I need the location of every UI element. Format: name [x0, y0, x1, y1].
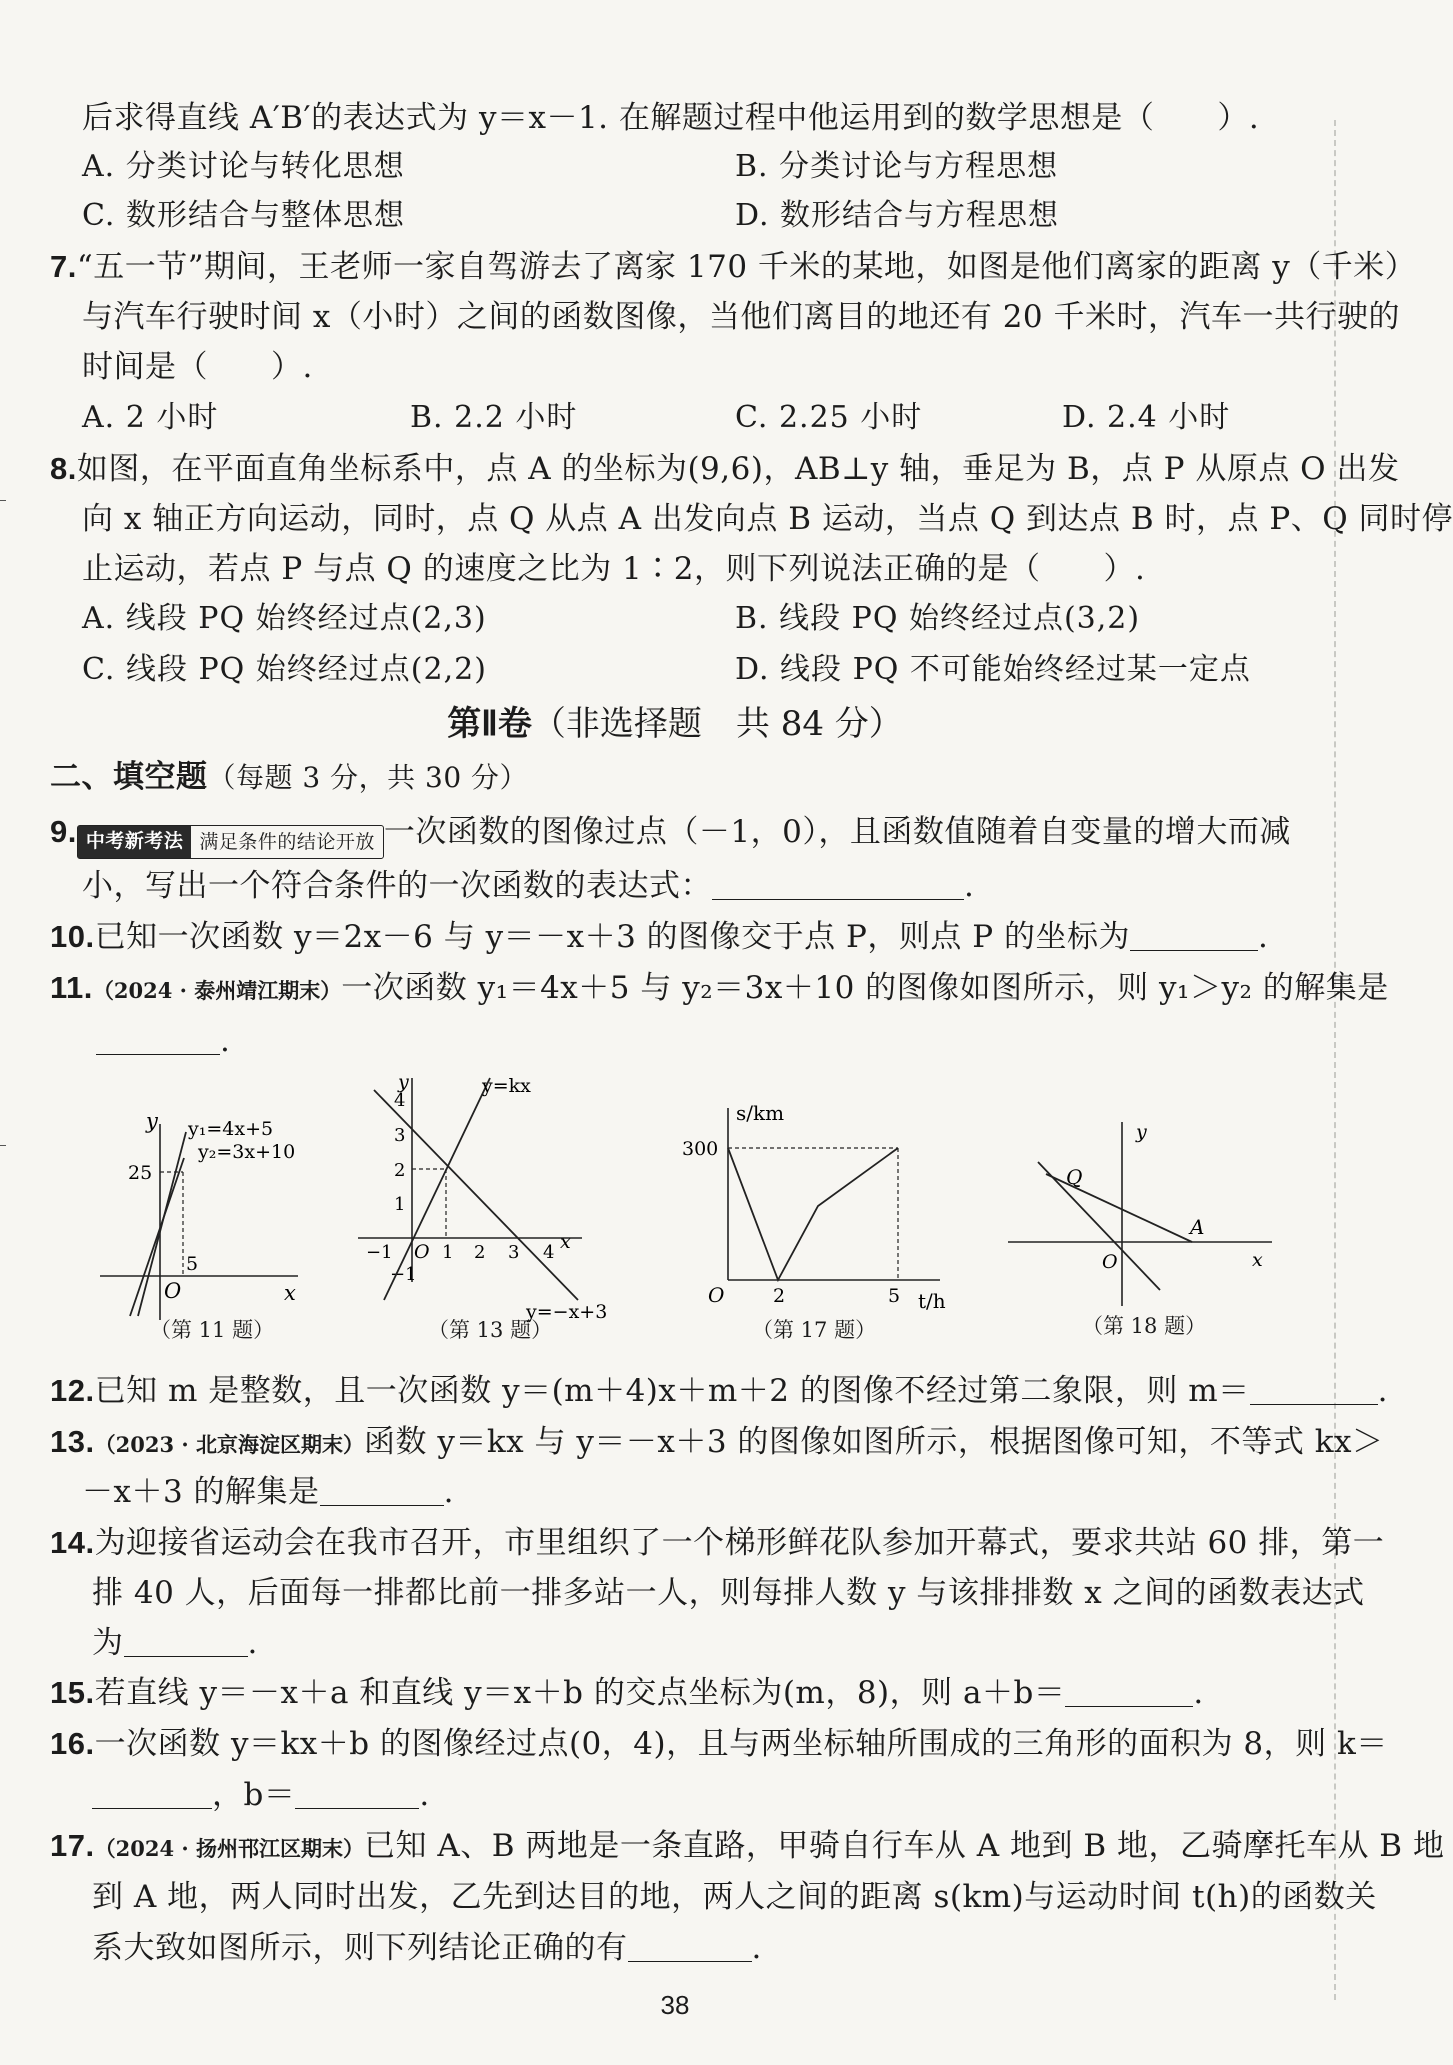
q14-number: 14. — [50, 1525, 95, 1560]
q8-option-c: C. 线段 PQ 始终经过点(2,2) — [82, 652, 487, 687]
q11-source: （2024 · 泰州靖江期末） — [92, 978, 342, 1003]
label-a: A — [1190, 1215, 1205, 1239]
line-y-kx — [384, 1078, 490, 1300]
figure-13 — [350, 1068, 630, 1330]
q8-text-1: 如图，在平面直角坐标系中，点 A 的坐标为(9,6)，AB⊥y 轴，垂足为 B，点 P 从原点 O 出发 — [76, 451, 1400, 487]
section-2-subtitle: （每题 3 分，共 30 分） — [207, 761, 529, 794]
section-2-title: 二、填空题 — [50, 759, 208, 794]
x-axis-label: x — [1252, 1249, 1263, 1271]
q16-k-blank[interactable] — [92, 1778, 212, 1809]
q14-text-3: 为 — [92, 1625, 124, 1661]
q17-number: 17. — [50, 1828, 95, 1863]
q16-line-1 — [50, 1724, 1388, 1764]
tick-5: 5 — [888, 1285, 901, 1307]
t-axis-label: t/h — [918, 1289, 946, 1313]
origin-label: O — [708, 1283, 725, 1307]
part-2-label: 第Ⅱ卷 — [447, 705, 532, 743]
q12-line: 12.已知 m 是整数，且一次函数 y＝(m＋4)x＋m＋2 的图像不经过第二象限，则 m＝ . — [50, 1373, 1388, 1409]
right-margin-rule — [1334, 120, 1338, 2000]
y-tick-3: 3 — [394, 1125, 406, 1146]
label-neg-x-plus-3: y=−x+3 — [526, 1301, 608, 1323]
q6-option-d: D. 数形结合与方程思想 — [735, 198, 1060, 233]
y-tick-4: 4 — [394, 1090, 406, 1111]
s-axis-label: s/km — [736, 1101, 785, 1125]
q13-answer-blank[interactable] — [320, 1475, 444, 1506]
q9-text-2: 小，写出一个符合条件的一次函数的表达式： — [82, 868, 712, 904]
q17-line-2: 到 A 地，两人同时出发，乙先到达目的地，两人之间的距离 s(km)与运动时间 t(h)的函数关 — [92, 1879, 1377, 1915]
q17-text-3: 系大致如图所示，则下列结论正确的有 — [92, 1930, 628, 1966]
q6-option-c: C. 数形结合与整体思想 — [82, 198, 405, 233]
figure-17 — [672, 1090, 962, 1326]
q8-line-1 — [50, 449, 1399, 489]
q10-text: 已知一次函数 y＝2x－6 与 y＝－x＋3 的图像交于点 P，则点 P 的坐标为 — [94, 919, 1130, 955]
q12-answer-blank[interactable] — [1250, 1374, 1378, 1405]
x-tick-2: 2 — [474, 1242, 486, 1263]
q11-line-1 — [50, 968, 1389, 1011]
label-kx: y=kx — [482, 1075, 531, 1097]
q7-line-1 — [50, 247, 1416, 287]
q16-b-blank[interactable] — [295, 1778, 419, 1809]
q7-line-3: 时间是（ ）. — [82, 349, 313, 385]
tick-5: 5 — [186, 1253, 199, 1275]
q17-line-3: 系大致如图所示，则下列结论正确的有 . — [92, 1930, 762, 1966]
q9-line-1 — [50, 812, 1291, 859]
part-2-subtitle: （非选择题 共 84 分） — [531, 704, 903, 744]
figure-13-graph — [350, 1068, 630, 1330]
q6-option-a: A. 分类讨论与转化思想 — [82, 149, 405, 184]
line-through-origin — [1038, 1162, 1160, 1290]
q15-number: 15. — [50, 1675, 95, 1710]
q10-line: 10.已知一次函数 y＝2x－6 与 y＝－x＋3 的图像交于点 P，则点 P 的坐标为 . — [50, 919, 1269, 955]
y-axis-label: y — [398, 1071, 409, 1093]
y-axis-label: y — [1136, 1121, 1147, 1143]
origin-label: O — [164, 1279, 182, 1303]
q8-number: 8. — [50, 451, 77, 486]
q16-text-b: ，b＝ — [212, 1777, 296, 1813]
q14-answer-blank[interactable] — [124, 1626, 248, 1657]
q9-answer-blank[interactable] — [712, 869, 964, 900]
figure-18 — [1000, 1110, 1290, 1310]
q17-text-1: 已知 A、B 两地是一条直路，甲骑自行车从 A 地到 B 地，乙骑摩托车从 B 地 — [364, 1828, 1445, 1864]
q13-number: 13. — [50, 1424, 95, 1459]
y-tick-neg1: −1 — [390, 1264, 417, 1285]
tick-2: 2 — [773, 1285, 786, 1307]
q14-line-2: 排 40 人，后面每一排都比前一排多站一人，则每排人数 y 与该排排数 x 之间的函数表达式 — [92, 1575, 1365, 1611]
y-tick-1: 1 — [394, 1194, 406, 1215]
tick-25: 25 — [128, 1162, 153, 1184]
q7-number: 7. — [50, 249, 77, 284]
q9-text-1: 一次函数的图像过点（－1，0），且函数值随着自变量的增大而减 — [383, 814, 1291, 850]
figure-11-graph — [88, 1098, 308, 1336]
q6-tail: 后求得直线 A′B′的表达式为 y＝x－1. 在解题过程中他运用到的数学思想是（ ）. — [82, 100, 1260, 136]
figure-17-graph — [672, 1090, 962, 1326]
q15-text: 若直线 y＝－x＋a 和直线 y＝x＋b 的交点坐标为(m，8)，则 a＋b＝ — [94, 1675, 1066, 1711]
x-tick-4: 4 — [543, 1242, 555, 1263]
figure-17-caption: （第 17 题） — [752, 1318, 877, 1342]
q8-line-3: 止运动，若点 P 与点 Q 的速度之比为 1∶2，则下列说法正确的是（ ）. — [82, 551, 1146, 587]
q7-text-1: “五一节”期间，王老师一家自驾游去了离家 170 千米的某地，如图是他们离家的距离 y（千米） — [76, 249, 1417, 285]
q17-answer-blank[interactable] — [628, 1931, 752, 1962]
figure-11-caption: （第 11 题） — [150, 1318, 275, 1342]
q15-line: 15.若直线 y＝－x＋a 和直线 y＝x＋b 的交点坐标为(m，8)，则 a＋b＝ . — [50, 1675, 1204, 1711]
q13-source: （2023 · 北京海淀区期末） — [94, 1432, 364, 1457]
x-axis-label: x — [284, 1281, 296, 1305]
q17-line-1 — [50, 1826, 1444, 1869]
q13-line-1 — [50, 1422, 1384, 1465]
q9-tag-key: 中考新考法 — [78, 826, 192, 858]
q11-answer-blank[interactable] — [96, 1024, 220, 1055]
origin-label: O — [414, 1241, 430, 1263]
label-y2: y₂=3x+10 — [198, 1141, 296, 1163]
q7-option-d: D. 2.4 小时 — [1062, 400, 1231, 435]
q11-text: 一次函数 y₁＝4x＋5 与 y₂＝3x＋10 的图像如图所示，则 y₁＞y₂ 的解集是 — [341, 970, 1389, 1006]
q7-line-2: 与汽车行驶时间 x（小时）之间的函数图像，当他们离目的地还有 20 千米时，汽车一共行驶的 — [82, 299, 1400, 335]
x-axis-label: x — [560, 1231, 571, 1253]
x-tick-neg1: −1 — [366, 1242, 393, 1263]
q16-number: 16. — [50, 1726, 95, 1761]
distance-polyline — [728, 1148, 898, 1280]
q15-answer-blank[interactable] — [1065, 1676, 1193, 1707]
x-tick-3: 3 — [508, 1242, 520, 1263]
origin-label: O — [1102, 1251, 1118, 1273]
q13-text-1: 函数 y＝kx 与 y＝－x＋3 的图像如图所示，根据图像可知，不等式 kx＞ — [364, 1424, 1384, 1460]
q11-line-2: . — [96, 1021, 230, 1061]
part-2-title — [0, 702, 1350, 746]
q8-line-2: 向 x 轴正方向运动，同时，点 Q 从点 A 出发向点 B 运动，当点 Q 到达点 B 时，点 P、Q 同时停 — [82, 501, 1453, 537]
label-q: Q — [1066, 1165, 1083, 1189]
q8-option-b: B. 线段 PQ 始终经过点(3,2) — [735, 601, 1141, 636]
q9-line-2: 小，写出一个符合条件的一次函数的表达式： . — [82, 868, 975, 904]
q8-option-d: D. 线段 PQ 不可能始终经过某一定点 — [735, 652, 1251, 687]
figure-18-caption: （第 18 题） — [1082, 1314, 1207, 1338]
q13-line-2: －x＋3 的解集是 . — [82, 1474, 454, 1510]
page-number: 38 — [660, 1990, 690, 2020]
q14-text-1: 为迎接省运动会在我市召开，市里组织了一个梯形鲜花队参加开幕式，要求共站 60 排，第一 — [94, 1525, 1385, 1561]
q6-option-b: B. 分类讨论与方程思想 — [735, 149, 1059, 184]
q7-option-c: C. 2.25 小时 — [735, 400, 923, 435]
q7-option-b: B. 2.2 小时 — [410, 400, 578, 435]
q14-line-3: 为 . — [92, 1625, 258, 1661]
q11-number: 11. — [50, 970, 93, 1005]
q17-source: （2024 · 扬州邗江区期末） — [94, 1836, 364, 1861]
y-axis-label: y — [146, 1109, 158, 1133]
q12-text: 已知 m 是整数，且一次函数 y＝(m＋4)x＋m＋2 的图像不经过第二象限，则 m＝ — [94, 1373, 1250, 1409]
x-tick-1: 1 — [442, 1242, 454, 1263]
q13-text-2: －x＋3 的解集是 — [82, 1474, 320, 1510]
figure-13-caption: （第 13 题） — [428, 1318, 553, 1342]
figure-11 — [88, 1098, 308, 1336]
y-tick-2: 2 — [394, 1160, 406, 1181]
section-2-heading — [50, 757, 528, 798]
q7-option-a: A. 2 小时 — [82, 400, 219, 435]
q16-text-1: 一次函数 y＝kx＋b 的图像经过点(0，4)，且与两坐标轴所围成的三角形的面积为 8，则 k＝ — [94, 1726, 1388, 1762]
q8-option-a: A. 线段 PQ 始终经过点(2,3) — [82, 601, 487, 636]
label-y1: y₁=4x+5 — [188, 1118, 274, 1140]
q9-tag — [77, 825, 384, 859]
q10-answer-blank[interactable] — [1130, 920, 1258, 951]
margin-tick — [0, 1145, 6, 1146]
tick-300: 300 — [682, 1138, 719, 1160]
q9-number: 9. — [50, 814, 77, 849]
q12-number: 12. — [50, 1373, 95, 1408]
q10-number: 10. — [50, 919, 95, 954]
figure-18-graph — [1000, 1110, 1290, 1310]
q9-tag-value: 满足条件的结论开放 — [199, 831, 375, 853]
q16-line-2: ，b＝ . — [92, 1775, 430, 1815]
q14-line-1 — [50, 1523, 1384, 1563]
margin-tick — [0, 500, 6, 501]
